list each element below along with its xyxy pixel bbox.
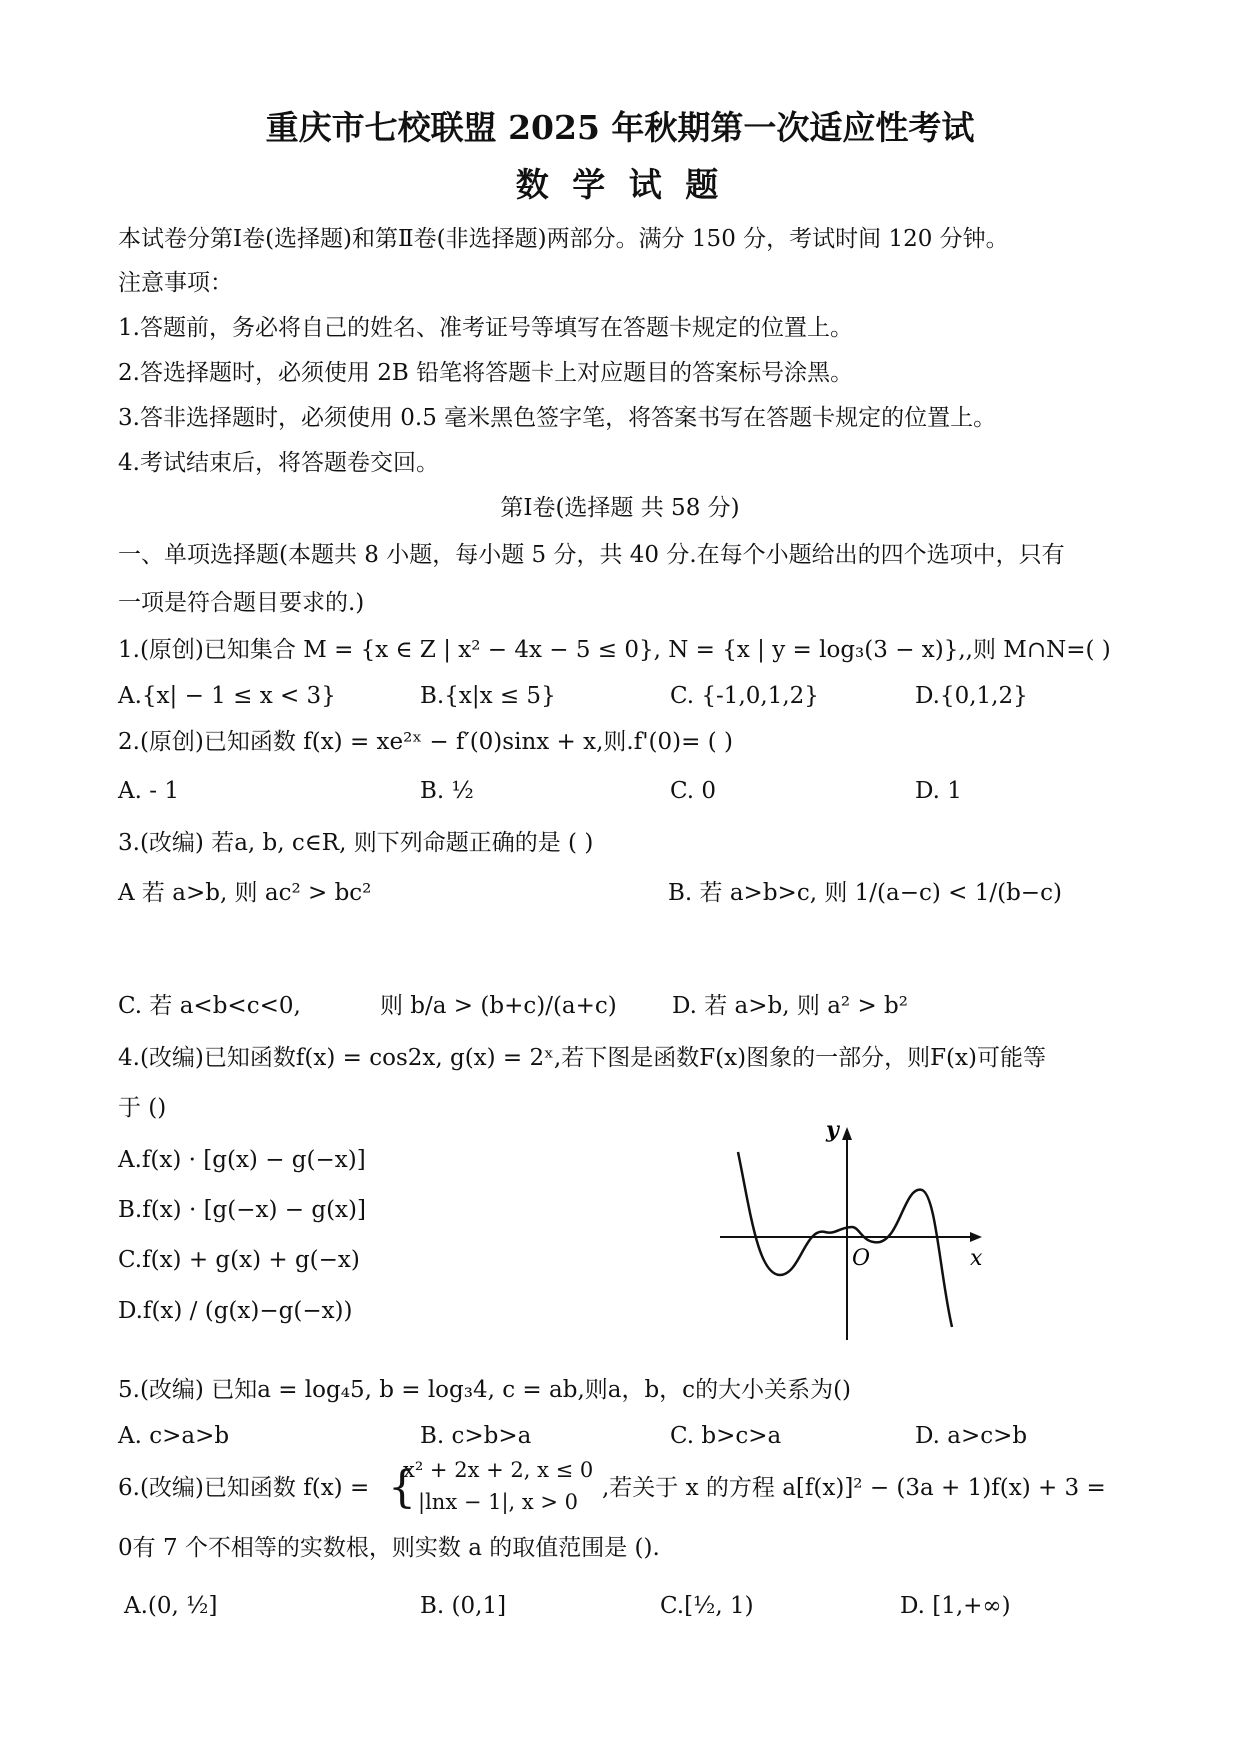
exam-subtitle: 数 学 试 题 xyxy=(515,165,725,204)
option-c: C. b>c>a xyxy=(670,1423,782,1449)
question-stem-cont: 于 () xyxy=(118,1095,167,1121)
brace-icon: { xyxy=(388,1462,416,1513)
question-stem: 4.(改编)已知函数f(x) = cos2x, g(x) = 2ˣ,若下图是函数F(x)图象的一部分，则F(x)可能等 xyxy=(118,1045,1046,1071)
question-stem-suffix: ,若关于 x 的方程 a[f(x)]² − (3a + 1)f(x) + 3 = xyxy=(602,1475,1106,1501)
option-d: D. a>c>b xyxy=(915,1423,1028,1449)
intro-line: 本试卷分第Ⅰ卷(选择题)和第Ⅱ卷(非选择题)两部分。满分 150 分，考试时间 120 分钟。 xyxy=(118,226,1009,252)
curve xyxy=(738,1152,952,1327)
option-c: C. 0 xyxy=(670,778,717,804)
option-a: A.{x| − 1 ≤ x < 3} xyxy=(118,683,336,709)
option-a: A.(0, ½] xyxy=(124,1593,218,1619)
option-c: C.[½, 1) xyxy=(660,1593,754,1619)
y-label: y xyxy=(826,1117,839,1143)
option-d: D. 若 a>b, 则 a² > b² xyxy=(672,993,908,1019)
origin-label: O xyxy=(852,1246,871,1271)
option-c: C. 若 a<b<c<0, xyxy=(118,993,301,1019)
section-title: 第Ⅰ卷(选择题 共 58 分) xyxy=(500,495,740,521)
question-stem: 1.(原创)已知集合 M = {x ∈ Z | x² − 4x − 5 ≤ 0}, N = {x | y = log₃(3 − x)},,则 M∩N=( ) xyxy=(118,637,1111,663)
option-a: A.f(x) · [g(x) − g(−x)] xyxy=(118,1147,366,1173)
notice-item: 3.答非选择题时，必须使用 0.5 毫米黑色签字笔，将答案书写在答题卡规定的位置上。 xyxy=(118,405,997,431)
section-heading: 一、单项选择题(本题共 8 小题，每小题 5 分，共 40 分.在每个小题给出的四个选项中，只有 xyxy=(118,542,1065,568)
question-stem: 6.(改编)已知函数 f(x) = xyxy=(118,1475,370,1501)
section-heading: 一项是符合题目要求的.) xyxy=(118,590,365,616)
option-d: D.f(x) / (g(x)−g(−x)) xyxy=(118,1298,353,1324)
option-c-conclusion: 则 b/a > (b+c)/(a+c) xyxy=(380,993,617,1019)
option-b: B. (0,1] xyxy=(420,1593,507,1619)
option-b: B.f(x) · [g(−x) − g(x)] xyxy=(118,1197,366,1223)
notice-item: 1.答题前，务必将自己的姓名、准考证号等填写在答题卡规定的位置上。 xyxy=(118,315,853,341)
option-b: B. ½ xyxy=(420,778,474,804)
option-b: B. c>b>a xyxy=(420,1423,532,1449)
option-a: A. - 1 xyxy=(118,778,179,804)
notice-title: 注意事项： xyxy=(118,270,233,296)
notice-item: 2.答选择题时，必须使用 2B 铅笔将答题卡上对应题目的答案标号涂黑。 xyxy=(118,360,854,386)
option-a: A. c>a>b xyxy=(118,1423,230,1449)
question-stem: 3.(改编) 若a, b, c∈R, 则下列命题正确的是 ( ) xyxy=(118,830,594,856)
option-d: D.{0,1,2} xyxy=(915,683,1028,709)
option-c: C. {-1,0,1,2} xyxy=(670,683,819,709)
x-label: x xyxy=(970,1246,983,1271)
option-a: A 若 a>b, 则 ac² > bc² xyxy=(118,880,372,906)
option-b: B. 若 a>b>c, 则 1/(a−c) < 1/(b−c) xyxy=(668,880,1062,906)
x-axis-arrow xyxy=(970,1232,982,1242)
option-d: D. [1,+∞) xyxy=(900,1593,1011,1619)
option-d: D. 1 xyxy=(915,778,962,804)
function-graph xyxy=(700,1115,990,1347)
question-stem: 2.(原创)已知函数 f(x) = xe²ˣ − f′(0)sinx + x,则.f'(0)= ( ) xyxy=(118,729,733,755)
y-axis-arrow xyxy=(842,1127,852,1140)
piece-2: |lnx − 1|, x > 0 xyxy=(418,1490,579,1514)
exam-title: 重庆市七校联盟 2025 年秋期第一次适应性考试 xyxy=(265,108,975,147)
question-stem: 5.(改编) 已知a = log₄5, b = log₃4, c = ab,则a，b，c的大小关系为() xyxy=(118,1377,852,1403)
option-c: C.f(x) + g(x) + g(−x) xyxy=(118,1247,360,1273)
option-b: B.{x|x ≤ 5} xyxy=(420,683,556,709)
piece-1: x² + 2x + 2, x ≤ 0 xyxy=(403,1458,594,1482)
question-stem-cont: 0有 7 个不相等的实数根，则实数 a 的取值范围是 (). xyxy=(118,1535,660,1561)
notice-item: 4.考试结束后，将答题卷交回。 xyxy=(118,450,439,476)
